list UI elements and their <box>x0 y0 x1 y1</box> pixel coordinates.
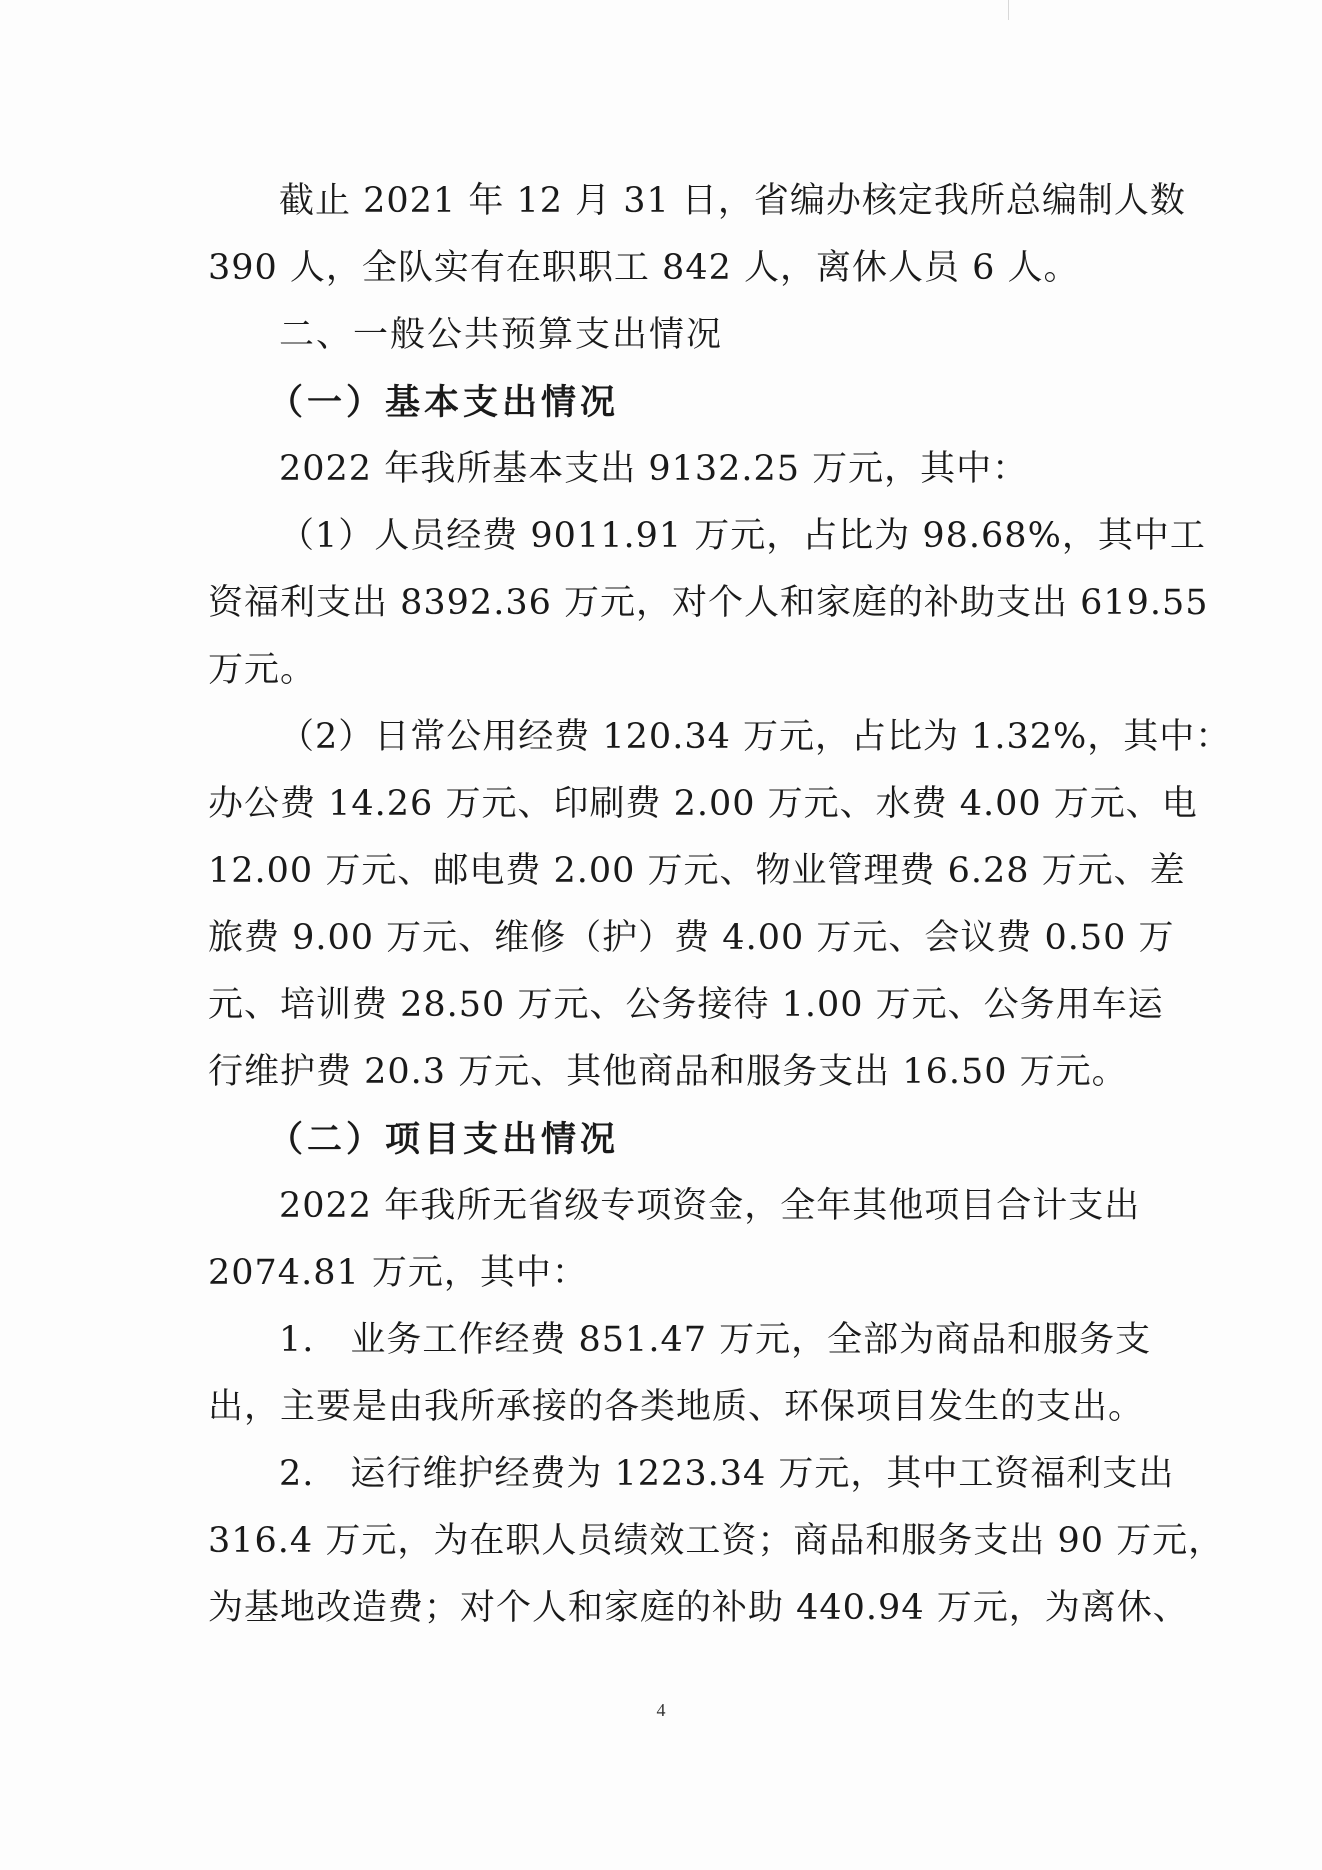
subsection-heading: （二）项目支出情况 <box>268 1119 620 1160</box>
paragraph-line: 行维护费 20.3 万元、其他商品和服务支出 16.50 万元。 <box>208 1052 1128 1092</box>
paragraph-line: 办公费 14.26 万元、印刷费 2.00 万元、水费 4.00 万元、电 <box>208 784 1198 824</box>
paragraph-line: 资福利支出 8392.36 万元，对个人和家庭的补助支出 619.55 <box>208 583 1209 623</box>
paragraph-line: 390 人，全队实有在职职工 842 人，离休人员 6 人。 <box>208 248 1080 288</box>
paragraph-line: 2074.81 万元，其中： <box>208 1253 588 1293</box>
paragraph-line: 截止 2021 年 12 月 31 日，省编办核定我所总编制人数 <box>279 181 1186 221</box>
paragraph-line: 元、培训费 28.50 万元、公务接待 1.00 万元、公务用车运 <box>208 985 1164 1025</box>
paragraph-line: 1. 业务工作经费 851.47 万元，全部为商品和服务支 <box>279 1320 1152 1360</box>
page-number: 4 <box>656 1700 666 1720</box>
paragraph-line: 2022 年我所无省级专项资金，全年其他项目合计支出 <box>279 1186 1141 1226</box>
paragraph-line: 出，主要是由我所承接的各类地质、环保项目发生的支出。 <box>208 1387 1145 1427</box>
paragraph-line: 万元。 <box>208 650 317 690</box>
paragraph-line: 2022 年我所基本支出 9132.25 万元，其中： <box>279 449 1029 489</box>
paragraph-line: （2）日常公用经费 120.34 万元，占比为 1.32%，其中： <box>279 717 1232 757</box>
paragraph-line: 旅费 9.00 万元、维修（护）费 4.00 万元、会议费 0.50 万 <box>208 918 1175 958</box>
section-heading: 二、一般公共预算支出情况 <box>279 315 724 355</box>
body-text <box>208 168 1232 1642</box>
subsection-heading: （一）基本支出情况 <box>268 382 620 423</box>
paragraph-line: （1）人员经费 9011.91 万元，占比为 98.68%，其中工 <box>279 516 1206 556</box>
paragraph-line: 2. 运行维护经费为 1223.34 万元，其中工资福利支出 <box>279 1454 1175 1494</box>
paragraph-line: 316.4 万元，为在职人员绩效工资；商品和服务支出 90 万元， <box>208 1521 1225 1561</box>
scan-edge-mark <box>1008 0 1009 20</box>
paragraph-line: 12.00 万元、邮电费 2.00 万元、物业管理费 6.28 万元、差 <box>208 851 1186 891</box>
paragraph-line: 为基地改造费；对个人和家庭的补助 440.94 万元，为离休、 <box>208 1588 1189 1628</box>
